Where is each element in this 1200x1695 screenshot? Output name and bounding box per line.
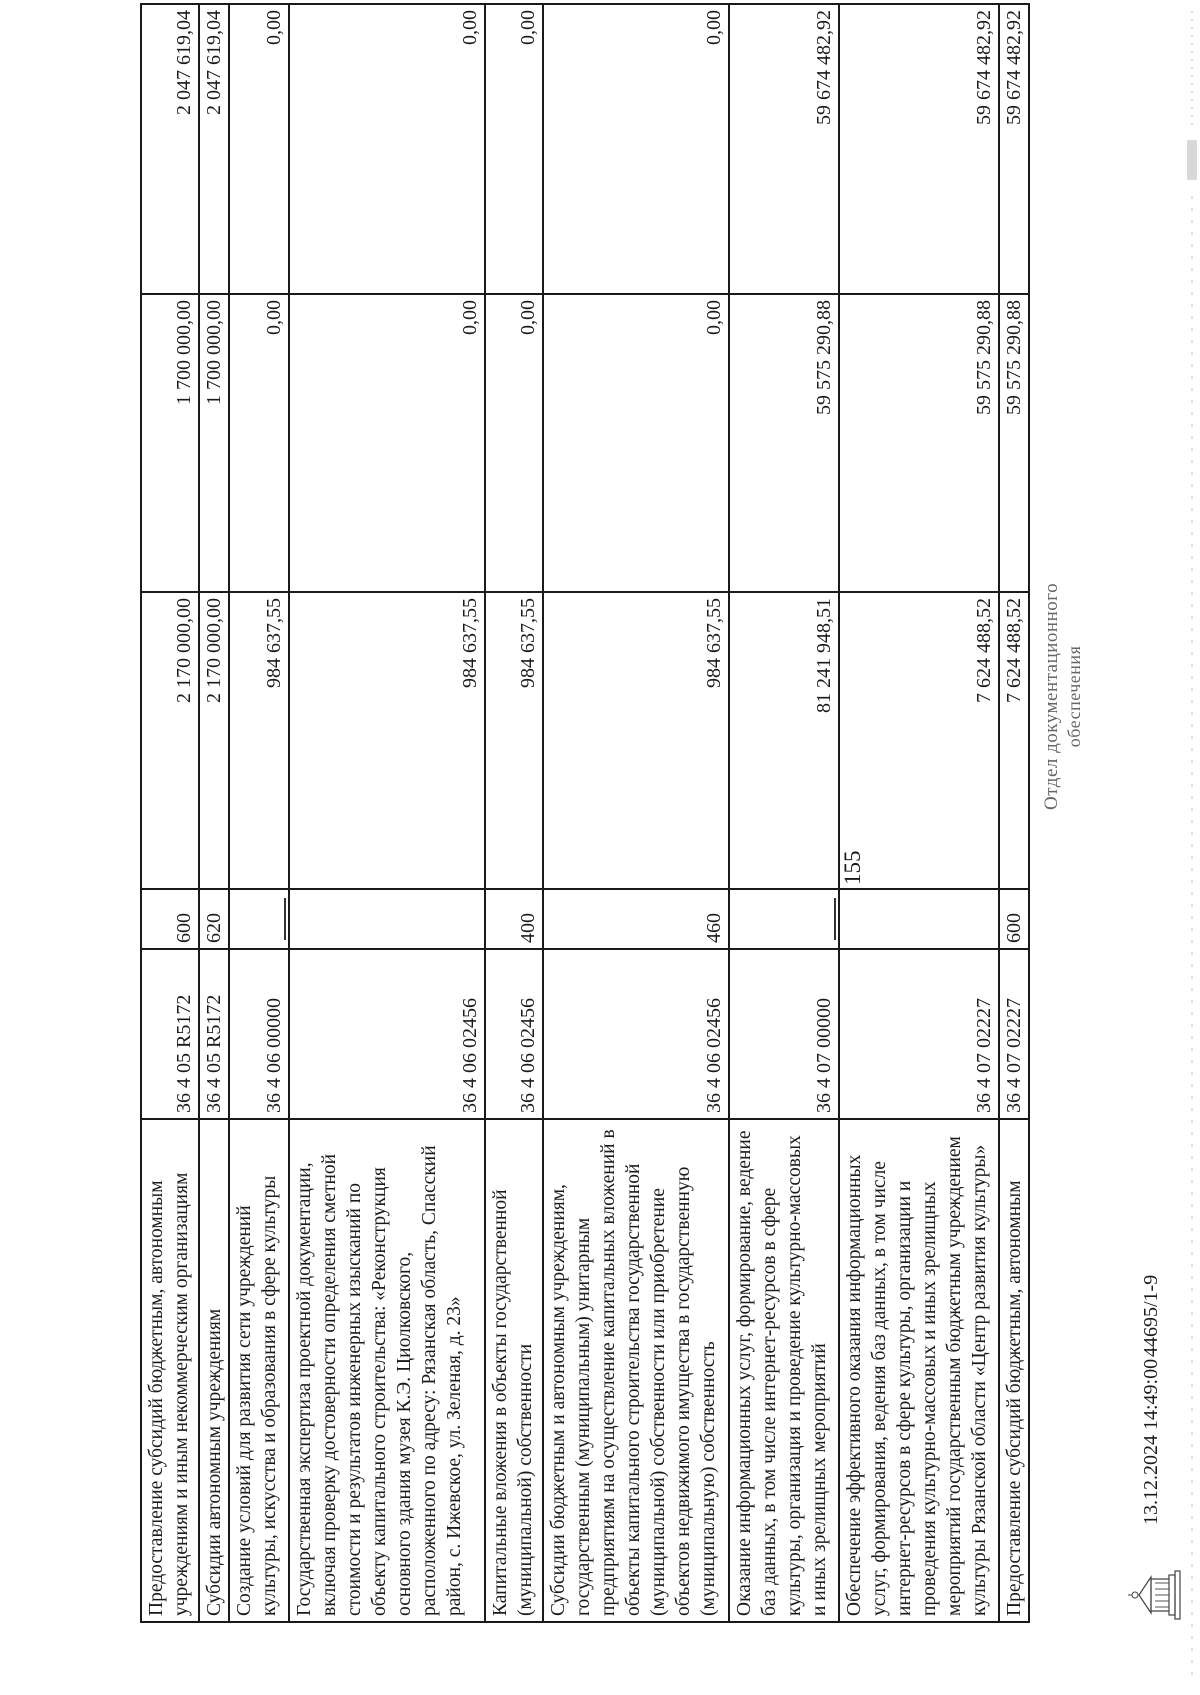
- row-name-cell: [199, 1119, 229, 1622]
- row-amount-2026-text: 0,00: [703, 10, 725, 45]
- row-expense-type-cell: [729, 889, 839, 949]
- row-target-article-text: 36 4 07 02227: [973, 998, 995, 1113]
- table-row: [229, 4, 289, 1622]
- row-expense-type-cell: [543, 889, 729, 949]
- row-amount-2026-cell: [485, 4, 543, 294]
- row-target-article-cell: [229, 949, 289, 1119]
- coat-of-arms-emblem: [1125, 1565, 1183, 1625]
- row-target-article-cell: [289, 949, 485, 1119]
- stamp-line-1: Отдел документационного: [1041, 582, 1062, 810]
- row-target-article-cell: [543, 949, 729, 1119]
- row-name-cell: [729, 1119, 839, 1622]
- footer-date: 13.12.2024 14:49:00: [1140, 1358, 1162, 1525]
- row-amount-2024-text: 81 241 948,51: [813, 598, 835, 713]
- row-expense-type-text: 460: [703, 913, 725, 943]
- row-target-article-cell: [839, 949, 999, 1119]
- row-amount-2025-cell: [999, 294, 1029, 592]
- row-target-article-cell: [485, 949, 543, 1119]
- row-expense-type-text: 600: [1003, 913, 1025, 943]
- table-row: [485, 4, 543, 1622]
- row-expense-type-text: 400: [517, 913, 539, 943]
- row-amount-2025-text: 0,00: [263, 300, 285, 335]
- row-amount-2026-text: 0,00: [517, 10, 539, 45]
- emblem-icon: [1125, 1565, 1183, 1625]
- row-amount-2026-text: 2 047 619,04: [203, 10, 225, 115]
- row-name-text: Оказание информационных услуг, формирование, ведение баз данных, в том числе интернет-ресурсов в сфере культуры, организация и проведение культурно-массовых и иных зрелищных мероприятий: [734, 1130, 830, 1616]
- row-name-cell: [141, 1119, 199, 1622]
- row-amount-2025-text: 59 575 290,88: [813, 300, 835, 415]
- footer-document-code: 44695/1-9: [1140, 1274, 1162, 1357]
- table-row: [839, 4, 999, 1622]
- row-name-cell: [289, 1119, 485, 1622]
- row-amount-2026-text: 59 674 482,92: [973, 10, 995, 125]
- department-stamp: [1040, 583, 1086, 810]
- row-target-article-text: 36 4 06 00000: [263, 998, 285, 1113]
- row-amount-2024-cell: [839, 592, 999, 889]
- row-amount-2025-cell: [839, 294, 999, 592]
- row-amount-2025-text: 59 575 290,88: [1003, 300, 1025, 415]
- row-amount-2025-cell: [199, 294, 229, 592]
- row-name-text: Создание условий для развития сети учреждений культуры, искусства и образования в сфере культуры: [234, 1175, 280, 1616]
- row-amount-2024-text: 984 637,55: [263, 598, 285, 688]
- row-amount-2024-cell: [199, 592, 229, 889]
- row-amount-2025-text: 59 575 290,88: [973, 300, 995, 415]
- stamp-line-2: обеспечения: [1064, 645, 1084, 748]
- row-amount-2026-text: 2 047 619,04: [173, 10, 195, 115]
- row-name-cell: [999, 1119, 1029, 1622]
- scan-edge-marks: [1185, 0, 1200, 1695]
- row-name-text: Капитальные вложения в объекты государственной (муниципальной) собственности: [490, 1189, 536, 1616]
- row-amount-2026-text: 59 674 482,92: [1003, 10, 1025, 125]
- row-amount-2024-text: 984 637,55: [703, 598, 725, 688]
- row-target-article-cell: [999, 949, 1029, 1119]
- budget-table: [140, 3, 1030, 1623]
- row-name-cell: [543, 1119, 729, 1622]
- row-amount-2025-cell: [729, 294, 839, 592]
- row-amount-2026-cell: [199, 4, 229, 294]
- row-amount-2026-cell: [141, 4, 199, 294]
- row-name-text: Предоставление субсидий бюджетным, автономным учреждениям и иным некоммерческим организациям: [146, 1172, 192, 1616]
- row-expense-type-cell: [289, 889, 485, 949]
- row-target-article-cell: [729, 949, 839, 1119]
- table-row: [289, 4, 485, 1622]
- row-amount-2026-cell: [229, 4, 289, 294]
- row-target-article-text: 36 4 06 02456: [703, 998, 725, 1113]
- row-expense-type-text: 600: [173, 913, 195, 943]
- row-amount-2025-text: 1 700 000,00: [173, 300, 195, 405]
- row-expense-type-text: 620: [203, 913, 225, 943]
- row-amount-2024-cell: [289, 592, 485, 889]
- table-row: [999, 4, 1029, 1622]
- row-amount-2025-text: 0,00: [517, 300, 539, 335]
- row-amount-2024-text: 984 637,55: [459, 598, 481, 688]
- row-amount-2024-text: 7 624 488,52: [973, 598, 995, 703]
- row-amount-2026-text: 0,00: [263, 10, 285, 45]
- row-expense-type-cell: [199, 889, 229, 949]
- table-row: [199, 4, 229, 1622]
- empty-code-box: [834, 898, 836, 940]
- row-target-article-cell: [141, 949, 199, 1119]
- row-amount-2024-cell: [229, 592, 289, 889]
- row-name-text: Субсидии бюджетным и автономным учреждениям, государственным (муниципальным) унитарным предприятиям на осуществление капитальных вложений в объекты капитального строительства государственной (муниципальной) собственности или приобретение объектов недвижимого имущества в государственную (муниципальную) собственность: [548, 1129, 719, 1616]
- row-amount-2026-cell: [289, 4, 485, 294]
- row-amount-2025-cell: [289, 294, 485, 592]
- row-amount-2024-text: 2 170 000,00: [173, 598, 195, 703]
- row-amount-2026-cell: [543, 4, 729, 294]
- table-row: [141, 4, 199, 1622]
- row-target-article-text: 36 4 06 02456: [517, 998, 539, 1113]
- row-expense-type-cell: [839, 889, 999, 949]
- row-amount-2024-text: 984 637,55: [517, 598, 539, 688]
- row-amount-2024-text: 2 170 000,00: [203, 598, 225, 703]
- row-expense-type-cell: [229, 889, 289, 949]
- row-amount-2024-cell: [543, 592, 729, 889]
- row-target-article-text: 36 4 07 00000: [813, 998, 835, 1113]
- row-amount-2024-cell: [141, 592, 199, 889]
- row-amount-2025-text: 0,00: [459, 300, 481, 335]
- row-amount-2025-cell: [543, 294, 729, 592]
- row-amount-2026-text: 0,00: [459, 10, 481, 45]
- row-target-article-text: 36 4 05 R5172: [173, 994, 195, 1113]
- table-row: [543, 4, 729, 1622]
- row-amount-2026-text: 59 674 482,92: [813, 10, 835, 125]
- row-amount-2025-cell: [485, 294, 543, 592]
- row-target-article-text: 36 4 07 02227: [1003, 998, 1025, 1113]
- row-amount-2025-text: 0,00: [703, 300, 725, 335]
- row-expense-type-cell: [485, 889, 543, 949]
- row-name-text: Государственная экспертиза проектной документации, включая проверку достоверности определения сметной стоимости и результатов инженерных изысканий по объекту капитального строительства: «Реконструкция основного здания музея К.Э. Циолковского, расположенного по адресу: Рязанская область, Спасский район, с. Ижевское, ул. Зеленая, д. 23»: [294, 1145, 465, 1616]
- row-target-article-text: 36 4 05 R5172: [203, 994, 225, 1113]
- row-expense-type-cell: [141, 889, 199, 949]
- row-name-text: Обеспечение эффективного оказания информационных услуг, формирования, ведения баз данных, в том числе интернет-ресурсов в сфере культуры, организации и проведения культурно-массовых и иных зрелищных мероприятий государственным бюджетным учреждением культуры Рязанской области «Центр развития культуры»: [844, 1136, 990, 1616]
- table-row: [729, 4, 839, 1622]
- page-number: 155: [840, 850, 865, 885]
- row-name-text: Предоставление субсидий бюджетным, автономным: [1004, 1180, 1025, 1616]
- row-amount-2025-text: 1 700 000,00: [203, 300, 225, 405]
- row-expense-type-cell: [999, 889, 1029, 949]
- row-amount-2025-cell: [141, 294, 199, 592]
- row-amount-2024-cell: [729, 592, 839, 889]
- row-amount-2026-cell: [729, 4, 839, 294]
- row-name-text: Субсидии автономным учреждениям: [204, 1308, 225, 1616]
- row-name-cell: [229, 1119, 289, 1622]
- row-amount-2024-cell: [999, 592, 1029, 889]
- row-amount-2026-cell: [999, 4, 1029, 294]
- row-target-article-text: 36 4 06 02456: [459, 998, 481, 1113]
- row-name-cell: [839, 1119, 999, 1622]
- row-name-cell: [485, 1119, 543, 1622]
- row-amount-2024-cell: [485, 592, 543, 889]
- row-amount-2025-cell: [229, 294, 289, 592]
- table-body: [141, 4, 1029, 1622]
- row-amount-2024-text: 7 624 488,52: [1003, 598, 1025, 703]
- row-amount-2026-cell: [839, 4, 999, 294]
- empty-code-box: [284, 898, 286, 940]
- row-target-article-cell: [199, 949, 229, 1119]
